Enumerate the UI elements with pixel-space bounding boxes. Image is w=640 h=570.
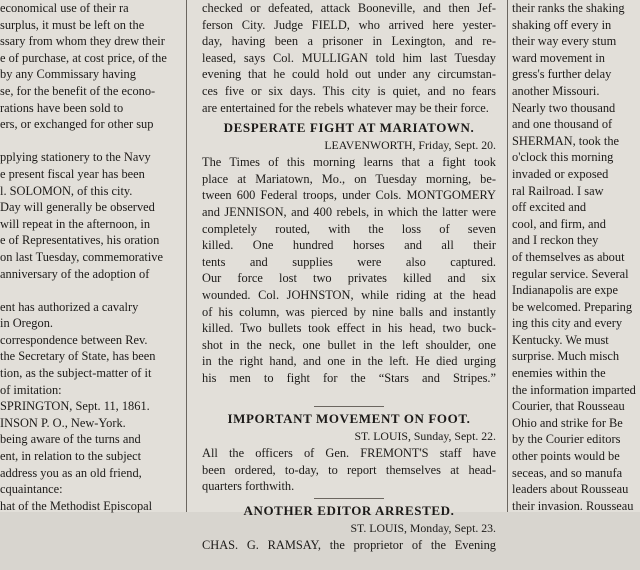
text-line: on last Tuesday, commemorative [0, 249, 164, 264]
text-line: of themselves as about [512, 249, 625, 264]
text-line: in the right hand, and one in the left. He died urging [202, 354, 496, 369]
text-line: shaking off every in [512, 17, 612, 32]
text-line: ferson City. Judge FIELD, who arrived here yester- [202, 17, 496, 32]
middle-column [192, 0, 502, 552]
text-line: Indianapolis are expe [512, 283, 618, 298]
text-line: tion, as the subject-matter of it [0, 366, 152, 381]
text-line: will repeat in the afternoon, in [0, 216, 151, 231]
text-line: address you as an old friend, [0, 465, 142, 480]
text-line: ssary from whom they drew their [0, 34, 165, 49]
text-line: o'clock this morning [512, 150, 614, 165]
text-line: off excited and [512, 200, 587, 215]
text-line: e of purchase, at cost price, of the [0, 50, 167, 65]
text-line: Our force lost two privates killed and six [202, 271, 496, 286]
text-line: Ohio and strike for Be [512, 415, 623, 430]
text-line: enemies within the [512, 366, 606, 381]
text-line: Day will generally be observed [0, 200, 155, 215]
text-line: surprise. Much misch [512, 349, 620, 364]
text-line: cquaintance: [0, 482, 63, 497]
text-line: leaders about Rousseau [512, 482, 629, 497]
text-line: ral Railroad. I saw [512, 183, 604, 198]
column-rule [507, 0, 508, 512]
text-line: being aware of the turns and [0, 432, 141, 447]
text-line: another Missouri. [512, 83, 600, 98]
text-line: regular service. Several [512, 266, 629, 281]
text-line: anniversary of the adoption of [0, 266, 150, 281]
text-line: other points would be [512, 449, 620, 464]
text-line: CHAS. G. RAMSAY, the proprietor of the Evening [202, 537, 496, 552]
article-headline: DESPERATE FIGHT AT MARIATOWN. [223, 120, 475, 136]
text-line: ent has authorized a cavalry [0, 299, 139, 314]
text-line: INSON P. O., New-York. [0, 415, 126, 430]
text-line: tents and supplies were also captured. [202, 254, 496, 269]
text-line: leased, says Col. MULLIGAN told him last Tuesday [202, 50, 496, 65]
text-line: economical use of their ra [0, 1, 129, 15]
left-column [0, 0, 182, 512]
dateline: ST. LOUIS, Monday, Sept. 23. [350, 520, 496, 535]
text-line: the information imparted [512, 382, 636, 397]
text-line: place at Mariatown, Mo., on Tuesday morning, be- [202, 171, 496, 186]
text-line: l. SOLOMON, of this city. [0, 183, 133, 198]
text-line: of imitation: [0, 382, 62, 397]
text-line: and one thousand of [512, 117, 613, 132]
text-line: killed. One hundred horses and all their [202, 238, 496, 253]
text-line: All the officers of Gen. FREMONT'S staff have [202, 446, 496, 461]
text-line: and I reckon they [512, 233, 599, 248]
text-line: been ordered, to-day, to report themselves at head- [202, 462, 496, 477]
text-line: e present fiscal year has been [0, 166, 145, 181]
text-line: his men to fight for the “Stars and Stripes.” [202, 370, 496, 385]
text-line [202, 386, 496, 403]
text-line [0, 282, 182, 299]
text-line [202, 553, 496, 570]
text-line: of his column, was pierced by nine balls and instantly [202, 304, 496, 319]
text-line: by any Commissary having [0, 67, 136, 82]
text-line: cool, and firm, and [512, 216, 606, 231]
text-line: completely routed, with the loss of seven [202, 221, 496, 236]
text-line: be welcomed. Preparing [512, 299, 633, 314]
text-line: se, for the benefit of the econo- [0, 83, 156, 98]
text-line: seceas, and so manufa [512, 465, 623, 480]
article-headline: ANOTHER EDITOR ARRESTED. [243, 502, 455, 518]
text-line [0, 133, 182, 150]
text-line: Kentucky. We must [512, 332, 609, 347]
text-line: and JENNISON, and 400 rebels, in which the latter were [202, 204, 496, 219]
dateline: LEAVENWORTH, Friday, Sept. 20. [324, 138, 496, 153]
text-line: their ranks the shaking [512, 1, 625, 15]
text-line: tween 600 Federal troops, under Cols. MONTGOMERY [202, 188, 496, 203]
text-line: SHERMAN, took the [512, 133, 620, 148]
text-line: are entertained for the rebels whatever may be their force. [202, 100, 489, 115]
text-line: The Times of this morning learns that a fight took [202, 155, 496, 170]
text-line: in Oregon. [0, 316, 53, 331]
text-line: day, having been a prisoner in Lexington, and re- [202, 34, 496, 49]
text-line: Nearly two thousand [512, 100, 616, 115]
text-line: their way every stum [512, 34, 617, 49]
text-line: ers, or exchanged for other sup [0, 117, 154, 132]
section-divider [314, 406, 384, 407]
text-line: wounded. Col. JOHNSTON, while riding at the head [202, 287, 496, 302]
text-line: quarters forthwith. [202, 479, 295, 494]
text-line: e of Representatives, his oration [0, 233, 160, 248]
text-line: checked or defeated, attack Booneville, and then Jef- [202, 1, 496, 15]
text-line: gress's further delay [512, 67, 612, 82]
text-line: correspondence between Rev. [0, 332, 148, 347]
text-line: rations have been sold to [0, 100, 124, 115]
text-line: ward movement in [512, 50, 605, 65]
dateline: ST. LOUIS, Sunday, Sept. 22. [354, 429, 496, 444]
article-headline: IMPORTANT MOVEMENT ON FOOT. [227, 411, 471, 427]
text-line: ces five or six days. This city is quiet, and no fears [202, 83, 496, 98]
text-line: by the Courier editors [512, 432, 621, 447]
column-rule [186, 0, 187, 512]
text-line: the Secretary of State, has been [0, 349, 156, 364]
right-column [512, 0, 640, 512]
section-divider [314, 498, 384, 499]
text-line: their invasion. Rousseau [512, 498, 634, 513]
text-line: surplus, it must be left on the [0, 17, 145, 32]
text-line: shot in the neck, one bullet in the left shoulder, one [202, 337, 496, 352]
text-line: ing this city and every [512, 316, 623, 331]
text-line: ent, in relation to the subject [0, 449, 142, 464]
text-line: invaded or exposed [512, 166, 609, 181]
text-line: hat of the Methodist Episcopal [0, 498, 153, 513]
text-line: killed. Two bullets took effect in his head, two buck- [202, 321, 496, 336]
text-line: SPRINGTON, Sept. 11, 1861. [0, 399, 150, 414]
text-line: evening that he could hold out under any circumstan- [202, 67, 496, 82]
text-line: pplying stationery to the Navy [0, 150, 151, 165]
text-line: Courier, that Rousseau [512, 399, 625, 414]
